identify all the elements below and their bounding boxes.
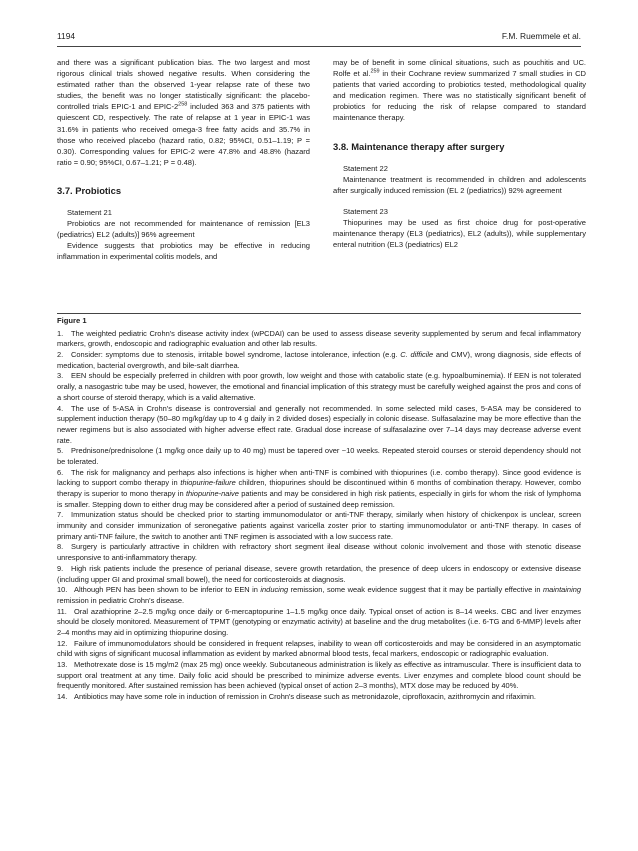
- figure-note-8: 8. Surgery is particularly attractive in children with refractory short segment ileal disease without colonic involvement and those with stenotic disease unresponsive to anti-inflammatory therapy.: [57, 542, 581, 563]
- figure-label: Figure 1: [57, 316, 87, 325]
- statement-23-text: Thiopurines may be used as first choice drug for post-operative maintenance therapy (EL3 (pediatrics), EL2 (adults)), while supplementary enteral nutrition (EL3 (pediatrics) EL2: [333, 217, 586, 250]
- statement-22-text: Maintenance treatment is recommended in children and adolescents after surgically induced remission (EL 2 (pediatrics)) 92% agreement: [333, 174, 586, 195]
- figure-1-notes: [57, 316, 581, 703]
- right-column: [333, 57, 586, 250]
- statement-23-title: Statement 23: [343, 206, 388, 216]
- figure-note-5: 5. Prednisone/prednisolone (1 mg/kg once daily up to 40 mg) must be tapered over ~10 weeks. Repeated steroid courses or steroid dependency should not be tolerated.: [57, 446, 581, 466]
- right-paragraph-1: may be of benefit in some clinical situations, such as pouchitis and UC. Rolfe et al.$^{259}$ in their Cochrane review summarized 7 small studies in CD patients that varied according to probiotics tested, methodological quality and medication regimen. There was no statistically significant benefit of probiotics for reducing the risk of relapse compared to standard maintenance therapy.: [333, 58, 587, 123]
- figure-note-1: 1. The weighted pediatric Crohn's disease activity index (wPCDAI) can be used to assess disease severity supplemented by serum and fecal inflammatory markers, growth, endoscopic and radiographic evaluation and other lab results.: [57, 328, 581, 349]
- figure-note-4: 4. The use of 5-ASA in Crohn's disease is controversial and generally not recommended. In some selected mild cases, 5-ASA may be considered to supplement induction therapy (50–80 mg/kg/day up to 4 g daily in 2 divided doses) especially in colonic disease. Sulfasalazine may be more effective than the newer regimens but is also associated with higher adverse effect rate. Gradual dose increase of sulfasalazine over 7–14 days may decrease adverse event rate.: [57, 403, 581, 445]
- citation-259: 259: [370, 68, 380, 75]
- statement-21-title: Statement 21: [67, 207, 112, 217]
- running-header: [57, 31, 581, 47]
- statement-22-title: Statement 22: [343, 163, 388, 173]
- page-number: 1194: [57, 31, 76, 41]
- figure-note-2: 2. Consider: symptoms due to stenosis, irritable bowel syndrome, lactose intolerance, infection (e.g. C. difficile and CMV), wrong diagnosis, side effects of medication, bacterial overgrowth, and bile-salt diarrhea.: [57, 350, 581, 370]
- figure-note-11: 11. Oral azathioprine 2–2.5 mg/kg once daily or 6-mercaptopurine 1–1.5 mg/kg once daily. Typical onset of action is 8–14 weeks. CBC and liver enzymes should be closely monitored. Measurement of TPMT (genotyping or enzymatic activity) at baseline and the drug metabolites (i.e. 6-TG and 6-MMP) levels after 2–4 months may aid in optimizing thiopurine dosing.: [57, 606, 581, 637]
- left-paragraph-1: and there was a significant publication bias. The two largest and most rigorous clinical trials showed negative results. When considering the estimated rather than the observed 1-year relapse rate of these two studies, the benefit was no longer statistically significant: the placebo-controlled trials EPIC-1 and EPIC-$2^{258}$ included 363 and 375 patients with quiescent CD, respectively. The rate of relapse at 1 year in EPIC-1 was 31.6% in patients who received omega-3 free fatty acids and 35.7% in those who received placebo (hazard ratio, 0.82; 95%CI, 0.51–1.19; P = 0.30). Corresponding values for EPIC-2 were 47.8% and 48.8% (hazard ratio = 0.90; 95%CI, 0.67–1.21; P = 0.48).: [57, 58, 310, 167]
- figure-note-10: 10. Although PEN has been shown to be inferior to EEN in inducing remission, some weak evidence suggest that it may be partially effective in maintaining remission in pediatric Crohn's disease.: [57, 585, 581, 605]
- figure-note-9: 9. High risk patients include the presence of perianal disease, severe growth retardation, the presence of deep ulcers in endoscopy or extensive disease (including upper GI and proximal small bowel), the need for corticosteroids at diagnosis.: [57, 563, 581, 584]
- figure-rule: [57, 313, 581, 314]
- left-paragraph-2: Evidence suggests that probiotics may be effective in reducing inflammation in experimental colitis models, and: [57, 241, 310, 262]
- header-rule: [57, 46, 581, 47]
- section-heading-probiotics: 3.7. Probiotics: [57, 184, 122, 196]
- statement-21-text: Probiotics are not recommended for maintenance of remission [EL3 (pediatrics) EL2 (adults)] 96% agreement: [57, 219, 310, 240]
- figure-note-6: 6. The risk for malignancy and perhaps also infections is higher when anti-TNF is combined with thiopurines (i.e. combo therapy). Since good evidence is lacking to support combo therapy in thiopurine-failure children, thiopurines should be discontinued within 6 months of combination therapy. However, combo therapy is superior to mono therapy in thiopurine-naive patients and may be considered in high risk patients, especially in girls for whom the risk of lymphoma is smaller. Stepping down to either drug may be considered after a period of sustained deep remission.: [57, 467, 582, 509]
- figure-note-12: 12. Failure of immunomodulators should be considered in frequent relapses, inability to wean off corticosteroids and may be considered in an asymptomatic child with signs of significant mucosal inflammation as evident by marked abnormal blood tests, fecal markers, endoscopic or radiographic evaluation.: [57, 638, 581, 659]
- figure-note-14: 14. Antibiotics may have some role in induction of remission in Crohn's disease such as metronidazole, ciprofloxacin, azithromycin and rifaximin.: [57, 692, 536, 702]
- figure-note-3: 3. EEN should be especially preferred in children with poor growth, low weight and those with catabolic state (e.g. hypoalbuminemia). If EEN is not tolerated orally, a nasogastric tube may be used, however, the emotional and financial implication of this strategy must be carefully weighed against the pros and cons of a short course of steroid therapy, which is a valid alternative.: [57, 371, 581, 402]
- figure-note-13: 13. Methotrexate dose is 15 mg/m2 (max 25 mg) once weekly. Subcutaneous administration is likely as effective as intramuscular. There is insufficient data to support oral treatment at any time. Daily folic acid should be prescribed to minimize adverse events. Liver enzymes and complete blood count should be frequently monitored. After sustained remission has been achieved (typical onset of action 2–3 months), MTX dose may be reduced by 40%.: [57, 660, 581, 691]
- citation-258: 258: [178, 101, 188, 108]
- section-heading-maintenance-surgery: 3.8. Maintenance therapy after surgery: [333, 140, 505, 152]
- running-authors: F.M. Ruemmele et al.: [501, 31, 581, 41]
- figure-note-7: 7. Immunization status should be checked prior to starting immunomodulator or anti-TNF therapy, similarly when history of chickenpox is unclear, screen immunity and consider immunization of seronegative patients against varicella zoster prior to starting immunomodulator or anti-TNF therapy. In cases of primary anti-TNF failure, the switch to another anti TNF regimen is associated with a low success rate.: [57, 510, 581, 541]
- left-column: [57, 57, 310, 262]
